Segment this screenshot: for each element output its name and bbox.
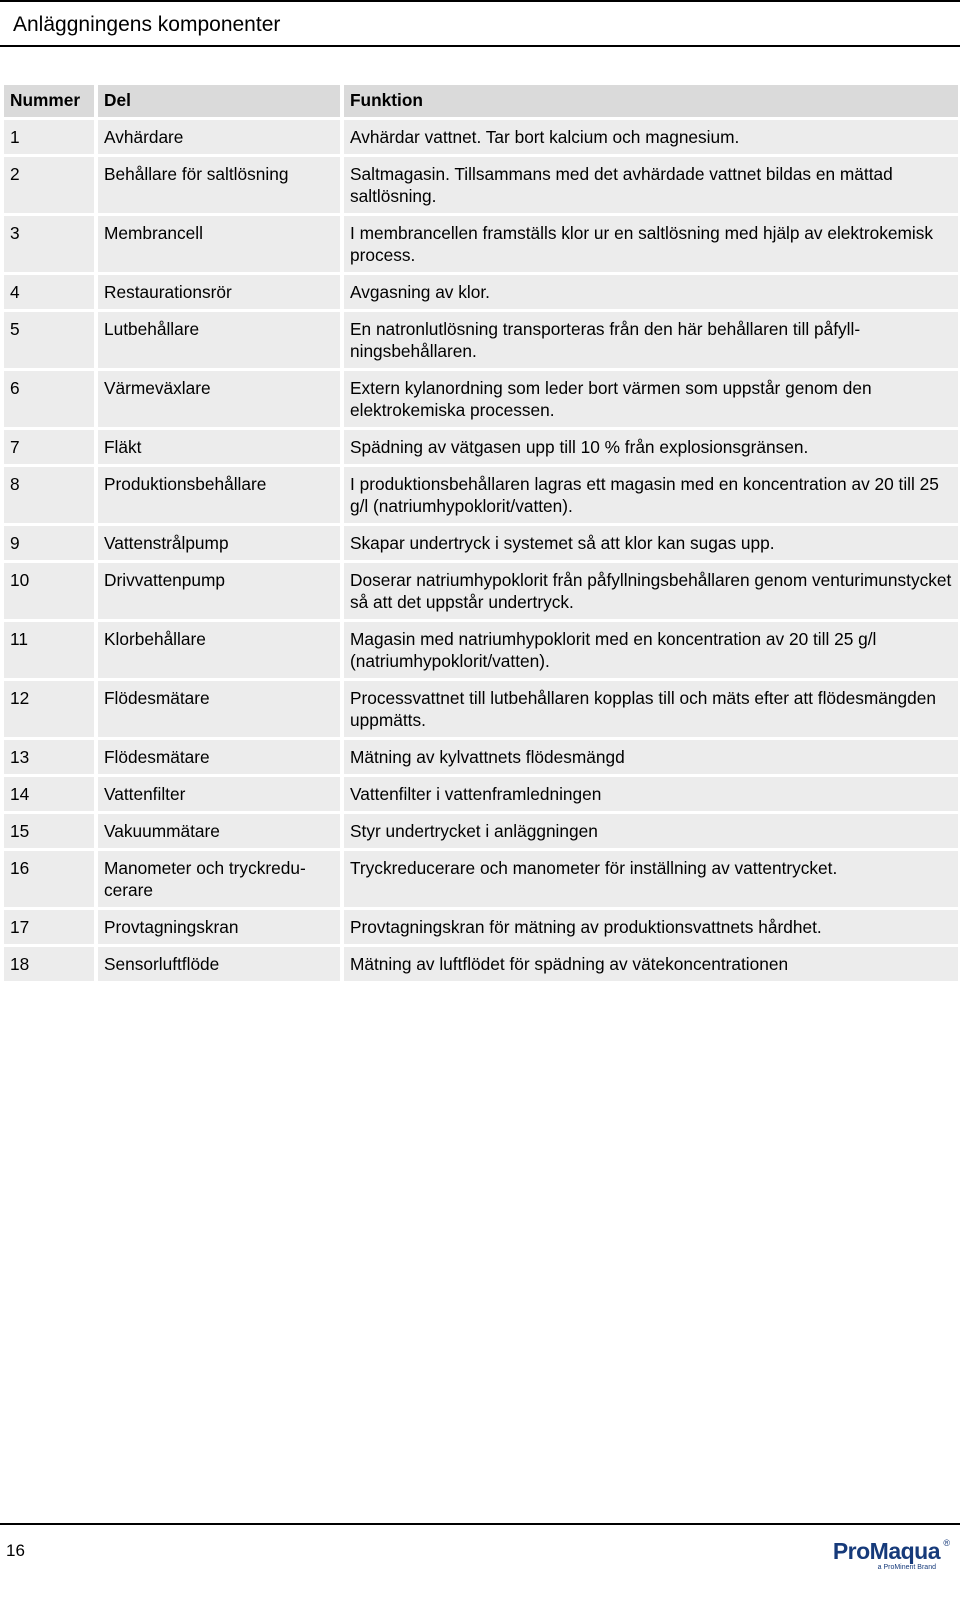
cell-number: 5 xyxy=(4,312,98,368)
registered-mark: ® xyxy=(943,1538,950,1548)
cell-part: Lutbehållare xyxy=(98,312,344,368)
cell-part: Drivvattenpump xyxy=(98,563,344,619)
cell-function: Avgasning av klor. xyxy=(344,275,958,309)
page-header xyxy=(0,0,960,47)
cell-part: Manometer och tryckreducerare xyxy=(98,851,344,907)
cell-function: Styr undertrycket i anläggningen xyxy=(344,814,958,848)
cell-part: Flödesmätare xyxy=(98,681,344,737)
cell-part: Produktionsbehållare xyxy=(98,467,344,523)
logo-wordmark: ProMaqua xyxy=(832,1538,940,1564)
cell-function: Processvattnet till lutbehållaren kopplas till och mäts efter att flödesmängden uppmätts. xyxy=(344,681,958,737)
cell-part: Avhärdare xyxy=(98,120,344,154)
cell-number: 8 xyxy=(4,467,98,523)
column-header-number: Nummer xyxy=(4,85,98,117)
table-row xyxy=(4,622,958,678)
table-row xyxy=(4,216,958,272)
table-row xyxy=(4,910,958,944)
cell-function: Extern kylanordning som leder bort värmen som uppstår genom den elektrokemiska processen. xyxy=(344,371,958,427)
cell-part: Membrancell xyxy=(98,216,344,272)
cell-number: 17 xyxy=(4,910,98,944)
table-row xyxy=(4,814,958,848)
table-row xyxy=(4,563,958,619)
table-body xyxy=(4,120,958,981)
table-row xyxy=(4,275,958,309)
table-row xyxy=(4,371,958,427)
cell-part: Vattenstrålpump xyxy=(98,526,344,560)
cell-function: Mätning av kylvattnets flödesmängd xyxy=(344,740,958,774)
cell-part: Sensorluftflöde xyxy=(98,947,344,981)
table-row xyxy=(4,740,958,774)
table-row xyxy=(4,526,958,560)
column-header-part: Del xyxy=(98,85,344,117)
cell-number: 16 xyxy=(4,851,98,907)
cell-number: 10 xyxy=(4,563,98,619)
logo-tagline: a ProMinent Brand xyxy=(877,1564,936,1571)
cell-number: 14 xyxy=(4,777,98,811)
cell-part: Vattenfilter xyxy=(98,777,344,811)
cell-number: 6 xyxy=(4,371,98,427)
cell-function: Saltmagasin. Tillsammans med det avhärdade vattnet bildas en mättad saltlösning. xyxy=(344,157,958,213)
cell-number: 18 xyxy=(4,947,98,981)
cell-function: En natronlutlösning transporteras från den här behållaren till påfyllningsbehållaren. xyxy=(344,312,958,368)
cell-number: 11 xyxy=(4,622,98,678)
table-row xyxy=(4,681,958,737)
cell-part: Flödesmätare xyxy=(98,740,344,774)
cell-number: 4 xyxy=(4,275,98,309)
cell-function: I produktionsbehållaren lagras ett magasin med en koncentration av 20 till 25 g/l (natriumhypoklorit/vatten). xyxy=(344,467,958,523)
cell-function: Provtagningskran för mätning av produktionsvattnets hårdhet. xyxy=(344,910,958,944)
cell-number: 1 xyxy=(4,120,98,154)
table-header-row xyxy=(4,85,958,117)
cell-part: Fläkt xyxy=(98,430,344,464)
cell-function: Vattenfilter i vattenframledningen xyxy=(344,777,958,811)
table-row xyxy=(4,851,958,907)
table-row xyxy=(4,777,958,811)
column-header-function: Funktion xyxy=(344,85,958,117)
cell-number: 3 xyxy=(4,216,98,272)
cell-part: Klorbehållare xyxy=(98,622,344,678)
cell-function: Magasin med natriumhypoklorit med en koncentration av 20 till 25 g/l (natriumhypoklorit/vatten). xyxy=(344,622,958,678)
table-row xyxy=(4,430,958,464)
cell-function: Avhärdar vattnet. Tar bort kalcium och magnesium. xyxy=(344,120,958,154)
table-row xyxy=(4,947,958,981)
cell-part: Restaurationsrör xyxy=(98,275,344,309)
table-row xyxy=(4,120,958,154)
cell-number: 9 xyxy=(4,526,98,560)
cell-part: Provtagningskran xyxy=(98,910,344,944)
table-row xyxy=(4,157,958,213)
cell-number: 12 xyxy=(4,681,98,737)
cell-function: Mätning av luftflödet för spädning av vätekoncentrationen xyxy=(344,947,958,981)
promaqua-logo xyxy=(832,1538,950,1572)
cell-number: 7 xyxy=(4,430,98,464)
cell-number: 13 xyxy=(4,740,98,774)
cell-number: 15 xyxy=(4,814,98,848)
cell-function: Skapar undertryck i systemet så att klor kan sugas upp. xyxy=(344,526,958,560)
cell-function: I membrancellen framställs klor ur en saltlösning med hjälp av elektrokemisk process. xyxy=(344,216,958,272)
cell-number: 2 xyxy=(4,157,98,213)
page-title: Anläggningens komponenter xyxy=(13,13,281,36)
cell-part: Vakuummätare xyxy=(98,814,344,848)
cell-function: Doserar natriumhypoklorit från påfyllningsbehållaren genom venturimunstycket så att det uppstår undertryck. xyxy=(344,563,958,619)
table-row xyxy=(4,312,958,368)
cell-part: Värmeväxlare xyxy=(98,371,344,427)
cell-function: Spädning av vätgasen upp till 10 % från explosionsgränsen. xyxy=(344,430,958,464)
cell-part: Behållare för saltlösning xyxy=(98,157,344,213)
cell-function: Tryckreducerare och manometer för inställning av vattentrycket. xyxy=(344,851,958,907)
page-number: 16 xyxy=(6,1541,25,1560)
components-table xyxy=(4,82,958,984)
footer-divider xyxy=(0,1523,960,1525)
table-row xyxy=(4,467,958,523)
